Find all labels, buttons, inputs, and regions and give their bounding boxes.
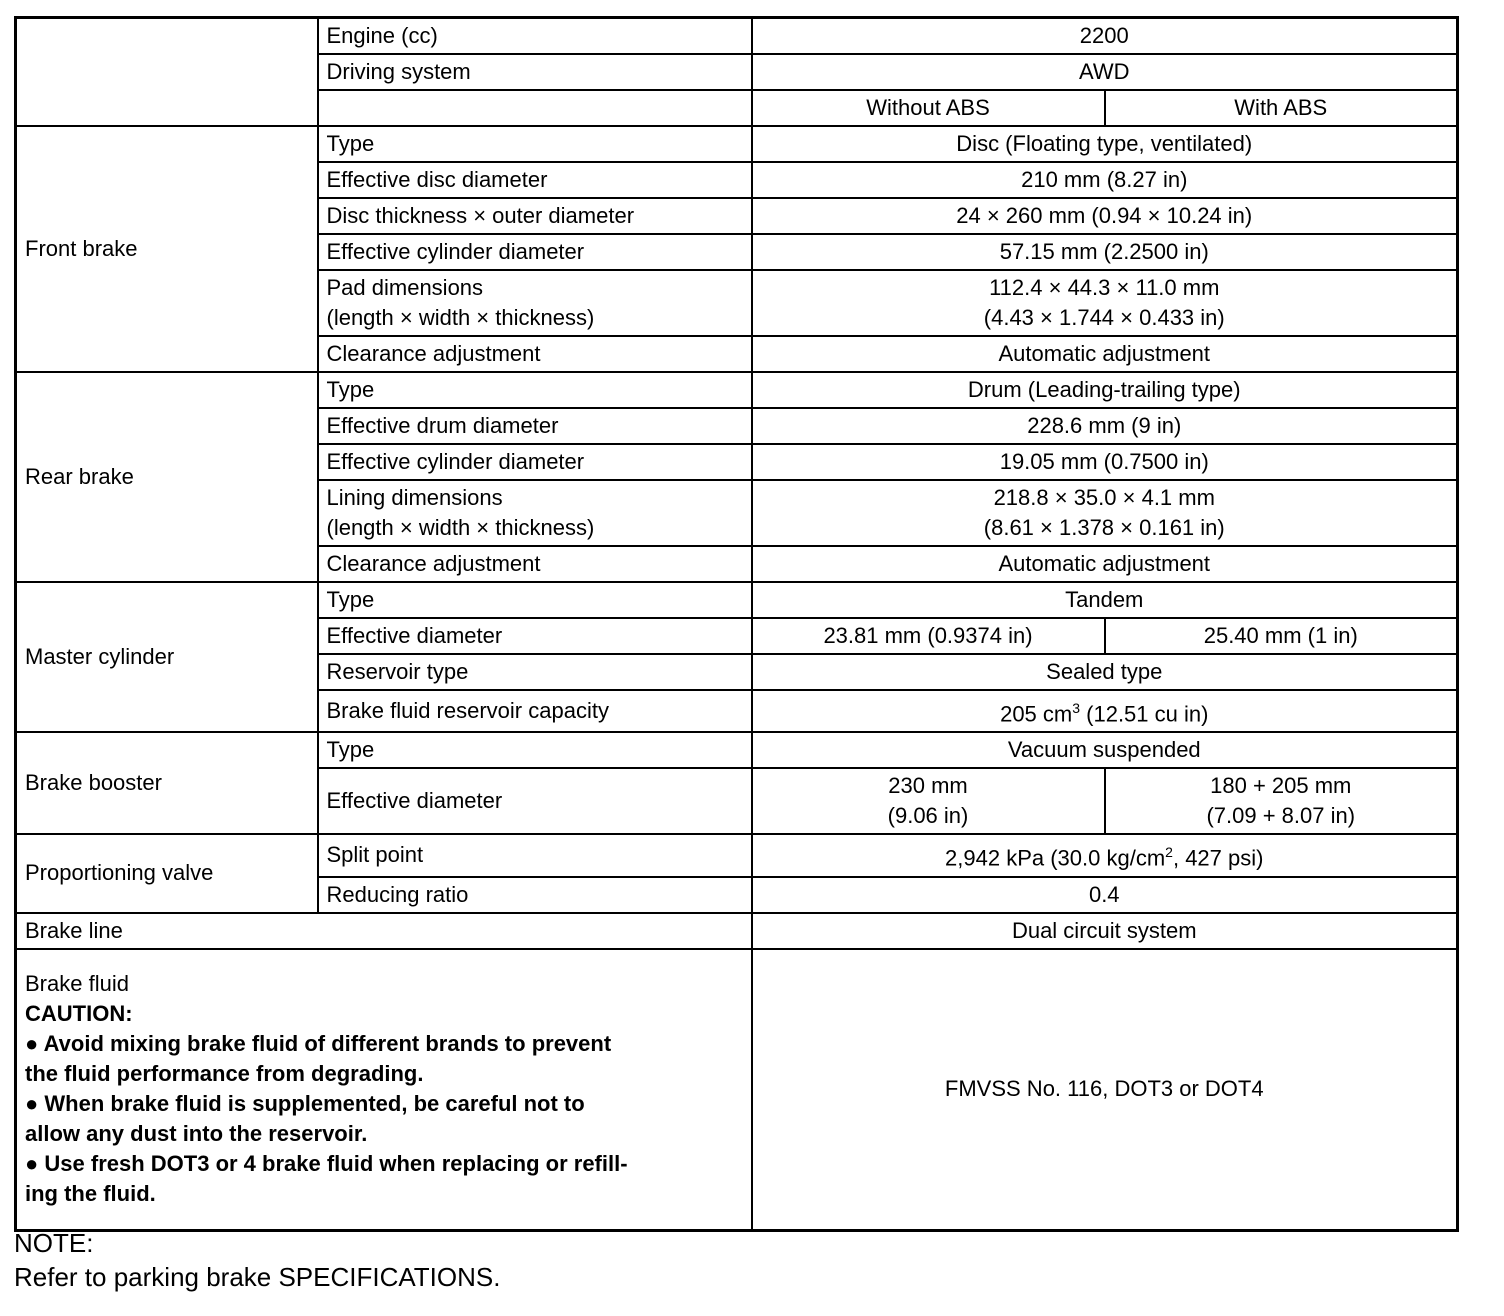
reservoir-type-value: Sealed type [752, 654, 1458, 690]
front-clearance-label: Clearance adjustment [318, 336, 752, 372]
master-diameter-without-abs: 23.81 mm (0.9374 in) [752, 618, 1105, 654]
brake-spec-table [14, 16, 1459, 1232]
booster-diameter-with-abs [1105, 768, 1458, 834]
front-clearance-value: Automatic adjustment [752, 336, 1458, 372]
front-type-label: Type [318, 126, 752, 162]
rear-type-label: Type [318, 372, 752, 408]
booster-diameter-without-abs [752, 768, 1105, 834]
front-disc-diameter-label: Effective disc diameter [318, 162, 752, 198]
front-cylinder-value: 57.15 mm (2.2500 in) [752, 234, 1458, 270]
table-row [16, 732, 1458, 768]
split-point-value [752, 834, 1458, 876]
caution-bullet-2a: ● When brake fluid is supplemented, be careful not to [25, 1091, 585, 1117]
front-pad-value-line1: 112.4 × 44.3 × 11.0 mm [989, 275, 1220, 300]
reservoir-capacity-value [752, 690, 1458, 732]
front-disc-thickness-label: Disc thickness × outer diameter [318, 198, 752, 234]
caution-bullet-3a: ● Use fresh DOT3 or 4 brake fluid when replacing or refill- [25, 1151, 628, 1177]
capacity-value-main: 205 cm [1000, 701, 1073, 727]
master-type-value: Tandem [752, 582, 1458, 618]
reservoir-type-label: Reservoir type [318, 654, 752, 690]
rear-lining-value [752, 480, 1458, 546]
reservoir-capacity-label: Brake fluid reservoir capacity [318, 690, 752, 732]
booster-diameter-label: Effective diameter [318, 768, 752, 834]
master-type-label: Type [318, 582, 752, 618]
master-cylinder-group: Master cylinder [16, 582, 318, 732]
split-value-psi: , 427 psi) [1172, 845, 1264, 871]
split-superscript: 2 [1165, 844, 1173, 861]
without-abs-header: Without ABS [752, 90, 1105, 126]
capacity-value-imperial: (12.51 cu in) [1080, 701, 1209, 727]
brake-line-value: Dual circuit system [752, 913, 1458, 949]
rear-clearance-label: Clearance adjustment [318, 546, 752, 582]
driving-system-value: AWD [752, 54, 1458, 90]
rear-lining-value-line1: 218.8 × 35.0 × 4.1 mm [993, 485, 1215, 510]
brake-fluid-cell [16, 949, 752, 1231]
brake-line-label: Brake line [16, 913, 752, 949]
engine-value: 2200 [752, 18, 1458, 55]
front-pad-value [752, 270, 1458, 336]
split-point-label: Split point [318, 834, 752, 876]
front-pad-label-line1: Pad dimensions [326, 275, 484, 300]
proportioning-valve-group: Proportioning valve [16, 834, 318, 912]
booster-without-line2: (9.06 in) [887, 803, 969, 829]
table-row [16, 372, 1458, 408]
note-text: Refer to parking brake SPECIFICATIONS. [14, 1262, 501, 1292]
rear-cylinder-value: 19.05 mm (0.7500 in) [752, 444, 1458, 480]
front-disc-thickness-value: 24 × 260 mm (0.94 × 10.24 in) [752, 198, 1458, 234]
rear-drum-value: 228.6 mm (9 in) [752, 408, 1458, 444]
note-block [14, 1226, 500, 1294]
caution-heading: CAUTION: [25, 1001, 133, 1027]
rear-cylinder-label: Effective cylinder diameter [318, 444, 752, 480]
master-diameter-label: Effective diameter [318, 618, 752, 654]
booster-type-label: Type [318, 732, 752, 768]
with-abs-header: With ABS [1105, 90, 1458, 126]
booster-type-value: Vacuum suspended [752, 732, 1458, 768]
header-blank-cell [16, 18, 318, 127]
driving-system-label: Driving system [318, 54, 752, 90]
engine-label: Engine (cc) [318, 18, 752, 55]
brake-fluid-value: FMVSS No. 116, DOT3 or DOT4 [752, 949, 1458, 1231]
front-brake-group: Front brake [16, 126, 318, 372]
note-title: NOTE: [14, 1228, 94, 1258]
rear-lining-label [318, 480, 752, 546]
split-value-main: 2,942 kPa (30.0 kg/cm [945, 845, 1166, 871]
table-row [16, 913, 1458, 949]
abs-blank-cell [318, 90, 752, 126]
caution-bullet-3b: ing the fluid. [25, 1181, 156, 1207]
table-row [16, 126, 1458, 162]
caution-bullet-1b: the fluid performance from degrading. [25, 1061, 424, 1087]
reducing-ratio-label: Reducing ratio [318, 877, 752, 913]
caution-bullet-2b: allow any dust into the reservoir. [25, 1121, 368, 1147]
front-cylinder-label: Effective cylinder diameter [318, 234, 752, 270]
table-row [16, 582, 1458, 618]
spec-table-wrapper [14, 16, 1459, 1232]
table-row [16, 834, 1458, 876]
rear-brake-group: Rear brake [16, 372, 318, 582]
front-type-value: Disc (Floating type, ventilated) [752, 126, 1458, 162]
rear-clearance-value: Automatic adjustment [752, 546, 1458, 582]
booster-with-line1: 180 + 205 mm [1210, 773, 1352, 799]
rear-drum-label: Effective drum diameter [318, 408, 752, 444]
booster-without-line1: 230 mm [888, 773, 968, 799]
table-row [16, 949, 1458, 1231]
front-pad-label-line2: (length × width × thickness) [326, 305, 595, 330]
rear-lining-value-line2: (8.61 × 1.378 × 0.161 in) [983, 515, 1225, 540]
brake-fluid-label: Brake fluid [25, 971, 129, 997]
rear-type-value: Drum (Leading-trailing type) [752, 372, 1458, 408]
rear-lining-label-line1: Lining dimensions [326, 485, 503, 510]
rear-lining-label-line2: (length × width × thickness) [326, 515, 595, 540]
brake-booster-group: Brake booster [16, 732, 318, 834]
booster-with-line2: (7.09 + 8.07 in) [1206, 803, 1356, 829]
table-row [16, 18, 1458, 55]
master-diameter-with-abs: 25.40 mm (1 in) [1105, 618, 1458, 654]
caution-bullet-1a: ● Avoid mixing brake fluid of different brands to prevent [25, 1031, 612, 1057]
front-pad-label [318, 270, 752, 336]
front-disc-diameter-value: 210 mm (8.27 in) [752, 162, 1458, 198]
capacity-superscript: 3 [1072, 700, 1081, 716]
front-pad-value-line2: (4.43 × 1.744 × 0.433 in) [983, 305, 1225, 330]
reducing-ratio-value: 0.4 [752, 877, 1458, 913]
